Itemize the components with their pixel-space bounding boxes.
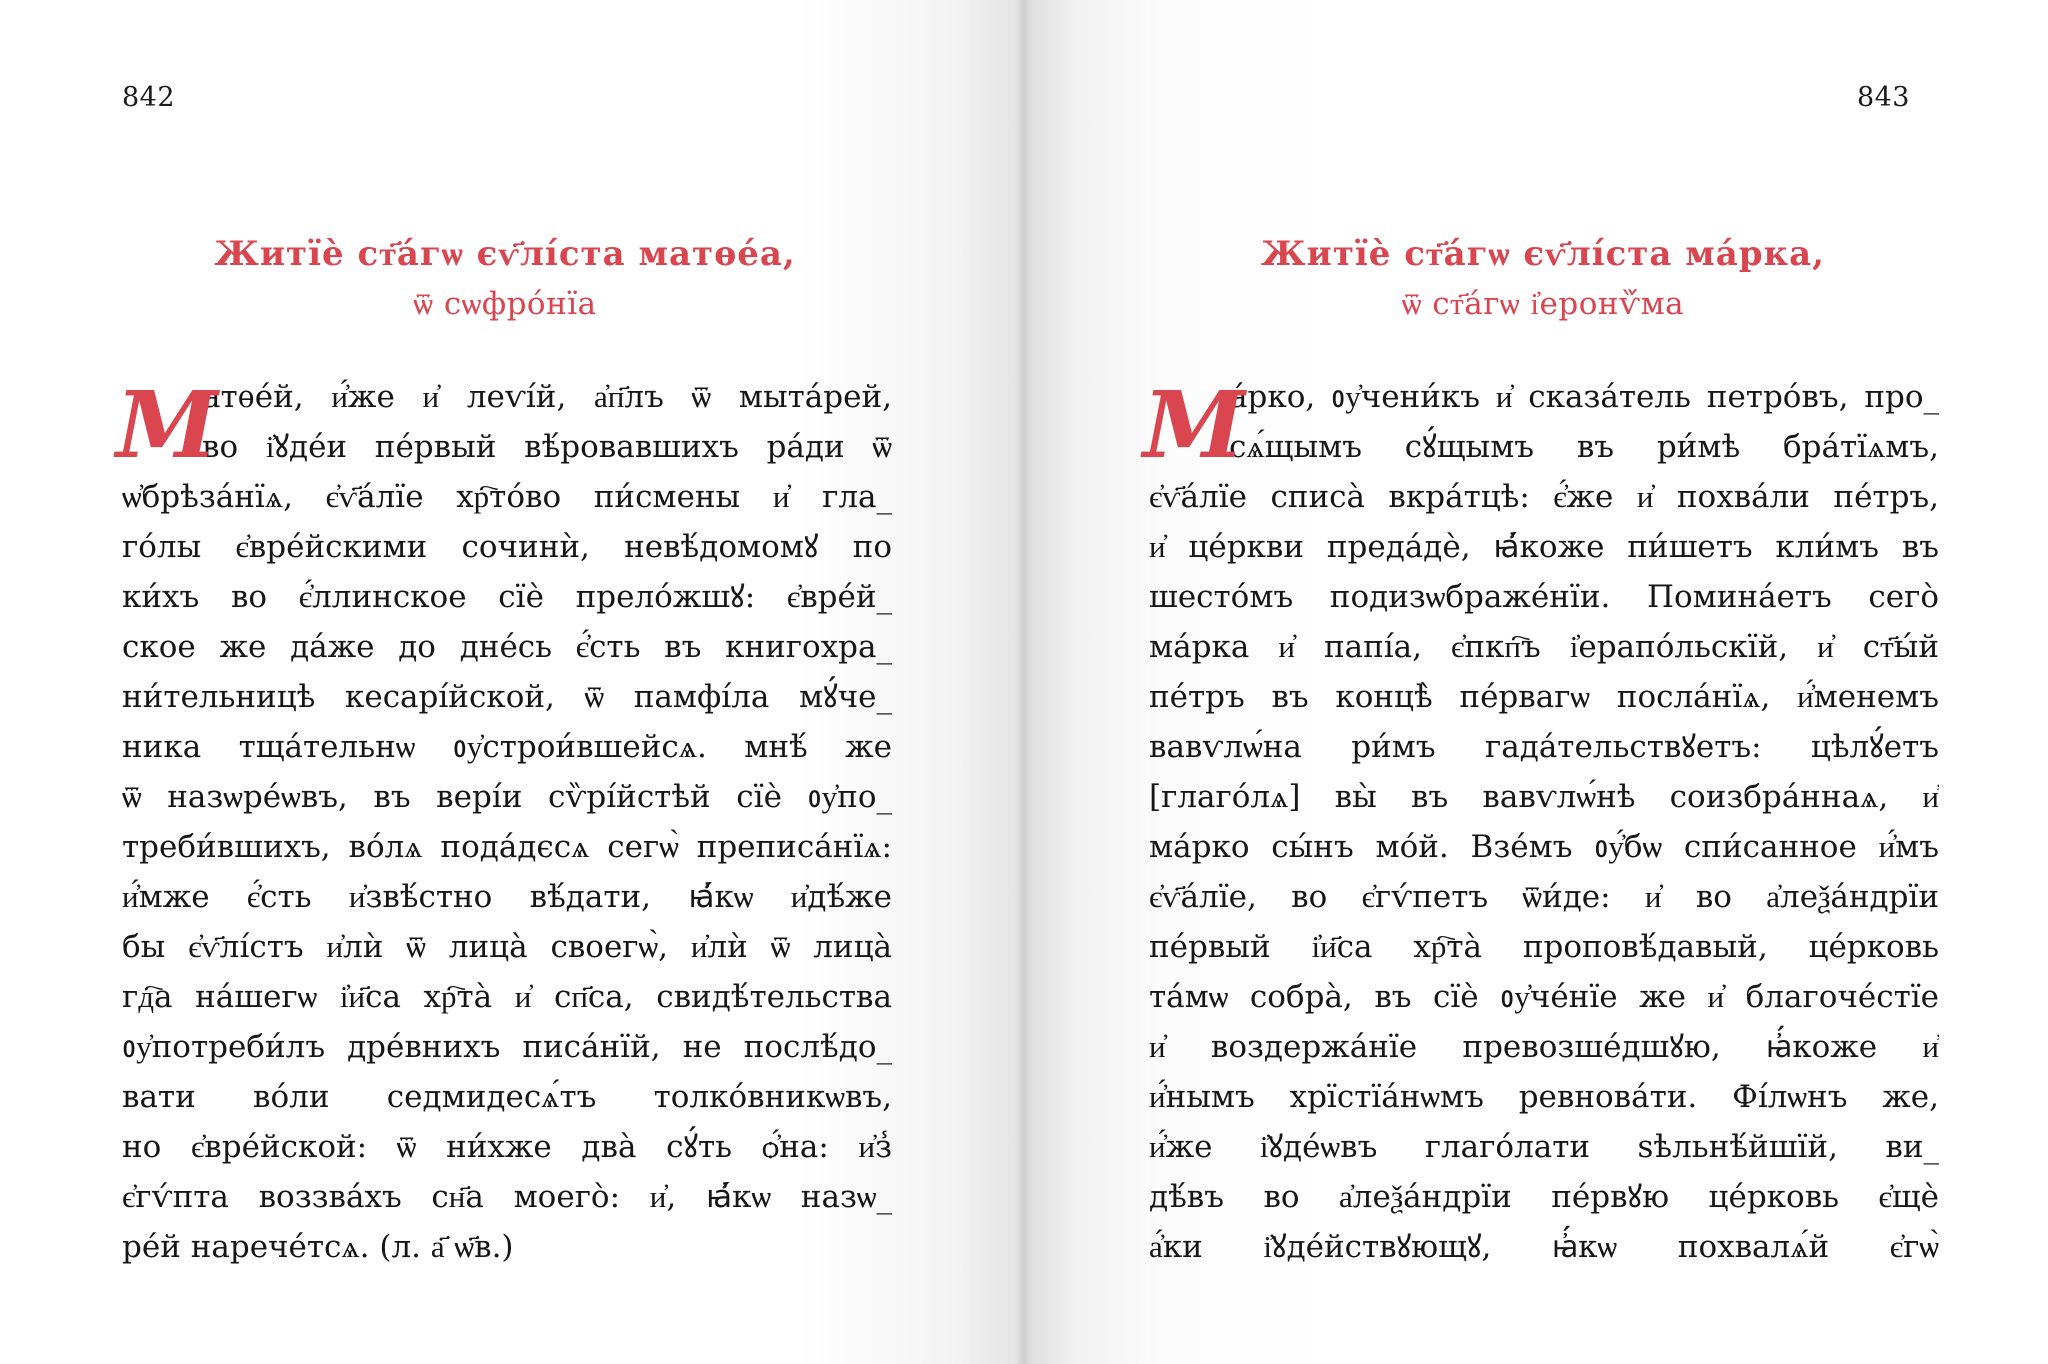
right-page <box>1024 0 2048 1364</box>
text-line: ское же да́же до дне́сь є҆́сть въ книгохра_ <box>122 629 892 665</box>
text-line: а҆́ки і҆ꙋде́йствꙋющꙋ, ꙗ҆́кѡ похвалѧ́й є҆гѡ̀ <box>1149 1229 1939 1265</box>
text-line: шесто́мъ подизѡбраже́нїи. Помина́етъ сего̀ <box>1149 579 1939 615</box>
body-text <box>1143 371 1939 1272</box>
text-line: ᲂу҆потреби́лъ дре́внихъ писа́нїй, не послѣ́до_ <box>122 1029 892 1065</box>
chapter-title: Житїѐ ст҃а́гѡ єѵ҃лі́ста матѳе́а, <box>214 234 796 274</box>
text-line: и҆́нымъ хрїстїа́нѡмъ ревнова́ти. Фі́лѡнъ же, <box>1149 1079 1939 1115</box>
text-line: пе́рвый і҆и҃са хр҇та̀ проповѣ́давый, це́рковь <box>1149 929 1939 965</box>
text-line: атѳе́й, и҆́же и҆ леѵі́й, а҆п҃лъ ѿ мыта́рей, <box>202 379 892 415</box>
text-line: и҆ воздержа́нїе превозше́дшꙋю, ꙗ҆́коже и҆ <box>1149 1029 1939 1065</box>
chapter-title: Житїѐ ст҃а́гѡ єѵ҃лі́ста ма́рка, <box>1261 234 1825 274</box>
text-line: ѿ назѡре́ѡвъ, въ вері́и сѷрі́йстѣй сїѐ ᲂу҆по_ <box>122 779 892 815</box>
chapter-subtitle: ѿ ст҃а́гѡ і҆еронѷ́ма <box>1401 286 1685 322</box>
text-line: бы є҆ѵ҃лі́стъ и҆лѝ ѿ лица̀ своегѡ̀, и҆лѝ ѿ лица̀ <box>122 929 892 965</box>
text-line: вати во́ли седмидесѧ́тъ толко́вникѡвъ, <box>122 1079 892 1115</box>
body-text <box>116 371 892 1272</box>
page-number: 843 <box>1856 82 1910 113</box>
text-line: ре́й нарече́тсѧ. (л. а҃ ѡ҃в.) <box>122 1229 514 1265</box>
text-line: треби́вшихъ, во́лѧ пода́дєсѧ сегѡ̀ преписа́нїѧ: <box>122 829 892 865</box>
text-line: а́рко, ᲂу҆чени́къ и҆ сказа́тель петро́въ, про_ <box>1229 379 1939 415</box>
text-line: та́мѡ собра̀, въ сїѐ ᲂу҆че́нїе же и҆ благоче́стїе <box>1149 979 1939 1015</box>
text-line: сѧ́щымъ сꙋ́щымъ въ ри́мѣ бра́тїѧмъ, <box>1229 429 1939 465</box>
chapter-subtitle: ѿ сѡфро́нїа <box>413 286 597 322</box>
page-number: 842 <box>122 82 176 113</box>
text-line: ника тща́тельнѡ ᲂу҆строи́вшейсѧ. мнѣ́ же <box>122 729 892 765</box>
book-gutter <box>1016 0 1030 1364</box>
text-line: во і҆ꙋде́и пе́рвый вѣ́ровавшихъ ра́ди ѿ <box>202 429 892 465</box>
text-line: [глаго́лѧ] вы̀ въ вавѵлѡ́нѣ соизбра́ннаѧ, и҆ <box>1149 779 1939 815</box>
text-line: є҆гѵ́пта воззва́хъ сн҃а моего̀: и҆, ꙗ҆́кѡ назѡ_ <box>122 1179 892 1215</box>
drop-cap: М <box>116 371 218 479</box>
text-line: є҆ѵ҃а́лїе, во є҆гѵ́петъ ѿи́де: и҆ во а҆леѯа́ндрїи <box>1149 879 1939 915</box>
drop-cap: М <box>1143 371 1245 479</box>
text-line: дѣ́въ во а҆леѯа́ндрїи пе́рвꙋю це́рковь є҆щѐ <box>1149 1179 1939 1215</box>
text-line: є҆ѵ҃а́лїе списа̀ вкра́тцѣ: є҆́же и҆ похва́ли пе́тръ, <box>1149 479 1939 515</box>
text-line: пе́тръ въ концѣ̀ пе́рвагѡ посла́нїѧ, и҆́менемъ <box>1149 679 1939 715</box>
text-line: и҆́же і҆ꙋде́ѡвъ глаго́лати ѕѣльнѣ́йшїй, ви_ <box>1149 1129 1939 1165</box>
text-line: ки́хъ во є҆́ллинское сїѐ прело́жшꙋ: є҆вре́й_ <box>122 579 892 615</box>
text-line: и҆́мже є҆́сть и҆звѣ́стно вѣ́дати, ꙗ҆́кѡ и҆дѣ́же <box>122 879 892 915</box>
text-line: ѡ҆брѣза́нїѧ, є҆ѵ҃а́лїе хр҇то́во пи́смены и҆ гла_ <box>122 479 892 515</box>
chapter-heading <box>1148 228 1938 328</box>
text-line: ни́тельницѣ кесарі́йской, ѿ памфі́ла мꙋ́че_ <box>122 679 892 715</box>
text-line: ма́рка и҆ папі́а, є҆пкп҇ъ і҆ерапо́льскїй, и҆ ст҃ы́й <box>1149 629 1939 665</box>
chapter-heading <box>120 228 890 328</box>
text-line: го́лы є҆вре́йскими сочинѝ, невѣ́домомꙋ по <box>122 529 892 565</box>
text-line: и҆ це́ркви преда́дѐ, ꙗ҆́коже пи́шетъ кли́мъ въ <box>1149 529 1939 565</box>
text-line: вавѵлѡ́на ри́мъ гада́тельствꙋетъ: цѣлꙋ́етъ <box>1149 729 1939 765</box>
text-line: но є҆вре́йской: ѿ ни́хже два̀ сꙋ́ть ѻ҆́на: и҆з̾ <box>122 1129 892 1165</box>
text-line: ма́рко сы́нъ мо́й. Взе́мъ ᲂу҆́бѡ спи́санное и҆́мъ <box>1149 829 1939 865</box>
text-line: гд҇а на́шегѡ і҆и҃са хр҇та̀ и҆ сп҃са, свидѣ́тельства <box>122 979 892 1015</box>
